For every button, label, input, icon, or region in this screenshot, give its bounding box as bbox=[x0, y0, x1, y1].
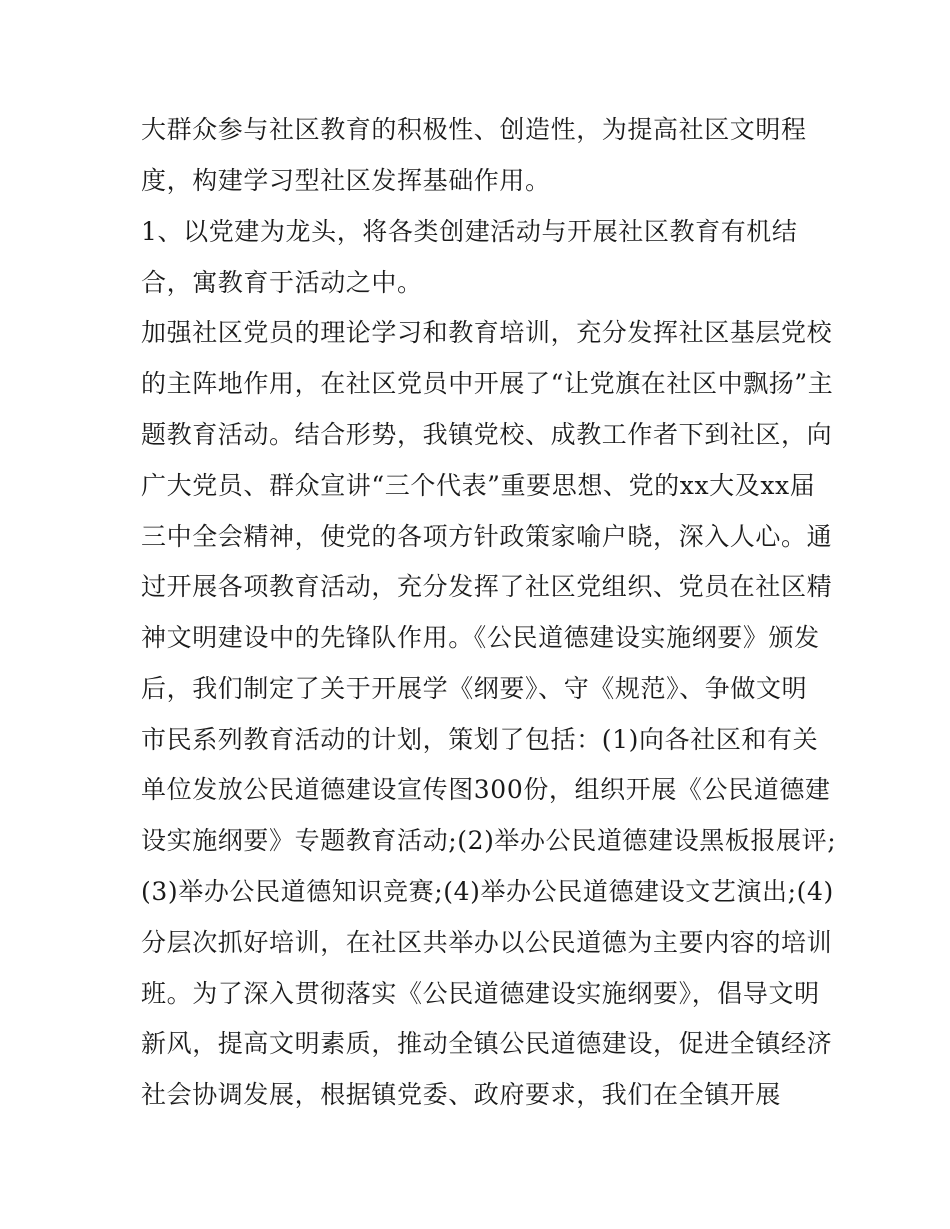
text-line: 大群众参与社区教育的积极性、创造性，为提高社区文明程 bbox=[141, 115, 807, 144]
text-line: 度，构建学习型社区发挥基础作用。 bbox=[141, 166, 551, 195]
text-line: 班。为了深入贯彻落实《公民道德建设实施纲要》，倡导文明 bbox=[141, 979, 820, 1008]
text-line: 新风，提高文明素质，推动全镇公民道德建设，促进全镇经济 bbox=[141, 1029, 833, 1058]
text-line: 1、以党建为龙头，将各类创建活动与开展社区教育有机结 bbox=[141, 217, 798, 246]
text-line: 分层次抓好培训，在社区共举办以公民道德为主要内容的培训 bbox=[141, 928, 833, 957]
text-line: 单位发放公民道德建设宣传图300份，组织开展《公民道德建 bbox=[141, 775, 831, 804]
text-line: 广大党员、群众宣讲“三个代表”重要思想、党的xx大及xx届 bbox=[141, 471, 816, 500]
text-line: 后，我们制定了关于开展学《纲要》、守《规范》、争做文明 bbox=[141, 674, 808, 703]
text-line: 合，寓教育于活动之中。 bbox=[141, 268, 423, 297]
text-line: (3)举办公民道德知识竞赛;(4)举办公民道德建设文艺演出;(4) bbox=[141, 877, 834, 906]
text-line: 的主阵地作用，在社区党员中开展了“让党旗在社区中飘扬”主 bbox=[141, 369, 834, 398]
text-line: 市民系列教育活动的计划，策划了包括：(1)向各社区和有关 bbox=[141, 725, 819, 754]
text-line: 社会协调发展，根据镇党委、政府要求，我们在全镇开展 bbox=[141, 1080, 782, 1109]
text-line: 神文明建设中的先锋队作用。《公民道德建设实施纲要》颁发 bbox=[141, 623, 820, 652]
text-line: 加强社区党员的理论学习和教育培训，充分发挥社区基层党校 bbox=[141, 318, 833, 347]
text-line: 三中全会精神，使党的各项方针政策家喻户晓，深入人心。通 bbox=[141, 522, 833, 551]
text-line: 题教育活动。结合形势，我镇党校、成教工作者下到社区，向 bbox=[141, 420, 833, 449]
text-line: 设实施纲要》专题教育活动;(2)举办公民道德建设黑板报展评; bbox=[141, 826, 837, 855]
text-line: 过开展各项教育活动，充分发挥了社区党组织、党员在社区精 bbox=[141, 572, 833, 601]
